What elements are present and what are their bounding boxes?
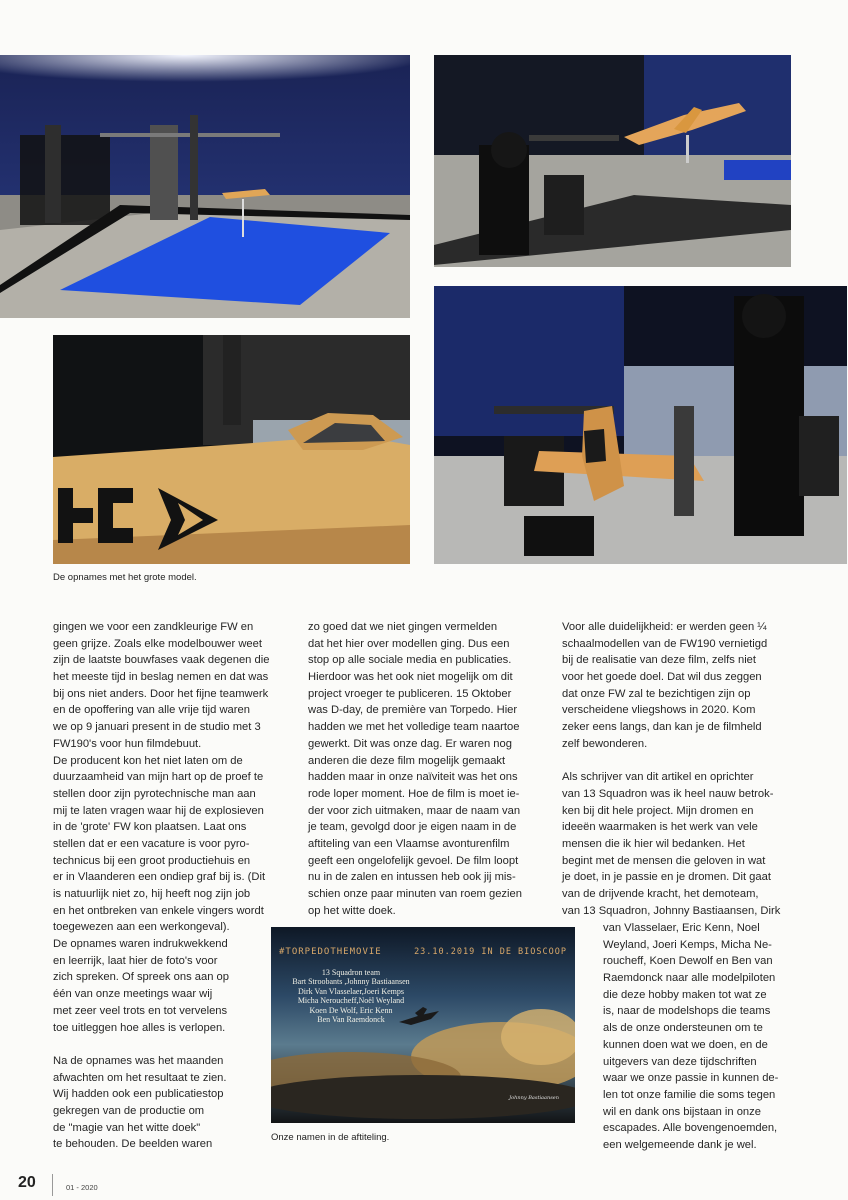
text-line: zijn de laatste bouwfases vaak degenen die <box>53 654 270 667</box>
text-line: De producent kon het niet laten om de <box>53 754 243 767</box>
text-line: gewerkt. Dit was onze dag. Er waren nog <box>308 737 512 750</box>
text-line: stellen door zijn pyrotechnische man aan <box>53 787 256 800</box>
text-line: op het witte doek. <box>308 904 396 917</box>
credit-line: Bart Stroobants ,Johnny Bastiaansen <box>292 977 410 987</box>
poster-release-date: 23.10.2019 IN DE BIOSCOOP <box>414 947 567 957</box>
text-line: kunnen doen wat we doen, en de <box>603 1038 768 1051</box>
text-line: is, naar de modelshops die teams <box>603 1005 771 1018</box>
text-line: toe uitleggen hoe alles is verlopen. <box>53 1021 226 1034</box>
article-column-3 <box>562 619 832 919</box>
poster-signature: Johnny Bastiaansen <box>509 1095 559 1101</box>
text-line: verscheidene vliegshows in 2020. Kom <box>562 704 756 717</box>
poster-credits <box>271 968 431 1024</box>
text-line: is natuurlijk niet zo, hij heeft nog zijn job <box>53 888 251 900</box>
article-column-3-continued <box>603 920 833 1154</box>
text-line: duurzaamheid van mijn hart op de proef te <box>53 771 264 784</box>
text-line: Als schrijver van dit artikel en oprichter <box>562 771 754 784</box>
photo-caption-bottom: Onze namen in de aftiteling. <box>271 1132 390 1143</box>
text-line: bij ons niet anders. Door het fijne teamwerk <box>53 687 269 700</box>
poster-hashtag: #TORPEDOTHEMOVIE <box>279 947 382 957</box>
text-line: hadden maar in onze naïviteit was het ons <box>308 771 518 784</box>
text-line: rode loper moment. Hoe de film is moet ie- <box>308 787 520 800</box>
text-line: die deze hobby maken tot wat ze <box>603 988 767 1001</box>
text-line: de "magie van het witte doek" <box>53 1121 201 1134</box>
text-line: je team, gevolgd door je eigen naam in de <box>308 821 517 834</box>
text-line: dat onze FW zal te bezichtigen zijn op <box>562 687 751 700</box>
studio-photo-wide <box>0 55 410 318</box>
text-line: stop op alle sociale media en publicaties. <box>308 654 512 667</box>
credit-line: Ben Van Raemdonck <box>317 1015 385 1025</box>
text-line: zeker eens langs, dan kan je de filmheld <box>562 721 762 734</box>
text-line: voor het goede doel. Dat wil dus zeggen <box>562 671 762 684</box>
text-line: Voor alle duidelijkheid: er werden geen ¼ <box>562 621 767 633</box>
text-line: geeft een ongelofelijk gevoel. De film loopt <box>308 854 519 867</box>
text-line: technicus bij een groot productiehuis en <box>53 854 251 867</box>
text-line: van 13 Squadron was ik heel nauw betrok- <box>562 787 774 800</box>
paragraph-gap <box>562 753 832 770</box>
text-line: toegewezen aan een werkongeval). <box>53 921 230 934</box>
text-line: wil en dank ons bijstaan in onze <box>603 1105 761 1118</box>
text-line: er in Vlaanderen een ondiep graf bij is. (Dit <box>53 871 266 884</box>
text-line: Wij hadden ook een publicatiestop <box>53 1088 224 1101</box>
credit-line: Dirk Van Vlasselaer,Joeri Kemps <box>297 986 405 996</box>
text-line: in de 'grote' FW kon plaatsen. Laat ons <box>53 821 247 834</box>
text-line: Hierdoor was het ook niet mogelijk om dit <box>308 671 513 684</box>
text-line: len tot onze familie die soms tegen <box>603 1088 776 1101</box>
text-line: begint met de mensen die geloven in wat <box>562 854 766 867</box>
text-line: en de opoffering van alle vrije tijd waren <box>53 704 250 717</box>
text-line: een welgemeende dank je wel. <box>603 1138 757 1151</box>
footer-divider <box>52 1174 53 1196</box>
fw190-closeup-photo <box>53 335 410 564</box>
text-line: was D-day, de première van Torpedo. Hier <box>308 704 518 717</box>
text-line: FW190's voor hun filmdebuut. <box>53 737 202 750</box>
text-line: schaalmodellen van de FW190 vernietigd <box>562 637 768 650</box>
text-line: uitgevers van deze tijdschriften <box>603 1055 757 1068</box>
page-number: 20 <box>18 1174 36 1191</box>
text-line: waar we onze passie in kunnen de- <box>603 1072 779 1085</box>
paragraph-gap <box>53 1036 283 1053</box>
text-line: nu in de zalen en intussen heb ook jij mis- <box>308 871 516 884</box>
article-column-1 <box>53 619 283 1153</box>
text-line: der voor zich uitmaken, maar de naam van <box>308 804 521 817</box>
text-line: aftiteling van een Vlaamse avonturenfilm <box>308 837 510 850</box>
text-line: en het ontbreken van enkele vingers wordt <box>53 904 264 917</box>
text-line: zelf bewonderen. <box>562 737 648 750</box>
text-line: het meeste tijd in beslag nemen en dat was <box>53 671 269 684</box>
text-line: roucheff, Koen Dewolf en Ben van <box>603 955 773 968</box>
issue-label: 01 - 2020 <box>66 1183 98 1192</box>
text-line: als de onze ondersteunen om te <box>603 1022 763 1035</box>
text-line: gingen we voor een zandkleurige FW en <box>53 621 254 633</box>
text-line: één van onze meetings waar wij <box>53 988 213 1001</box>
text-line: zich spreken. Of spreek ons aan op <box>53 971 229 984</box>
text-line: escapades. Alle bovengenoemden, <box>603 1122 778 1135</box>
text-line: schien onze paar minuten van roem gezien <box>308 888 522 900</box>
text-line: project vroeger te publiceren. 15 Oktober <box>308 687 512 700</box>
text-line: ideeën waarmaken is het werk van vele <box>562 821 758 834</box>
photo-caption-top: De opnames met het grote model. <box>53 572 197 583</box>
text-line: bij de realisatie van deze film, zelfs niet <box>562 654 757 667</box>
text-line: gekregen van de productie om <box>53 1104 205 1117</box>
credit-line: Micha Neroucheff,Noël Weyland <box>297 996 405 1006</box>
text-line: afwachten om het resultaat te zien. <box>53 1071 227 1084</box>
text-line: van 13 Squadron, Johnny Bastiaansen, Dirk <box>562 904 781 917</box>
text-line: Weyland, Joeri Kemps, Micha Ne- <box>603 938 772 951</box>
article-column-2 <box>308 619 548 919</box>
text-line: mij te laten vragen waar hij de explosieven <box>53 804 264 817</box>
text-line: stellen dat er een vacature is voor pyro- <box>53 837 250 850</box>
text-line: je doet, in je passie en je dromen. Dit gaat <box>562 871 771 884</box>
credit-line: Koen De Wolf, Eric Kenn <box>309 1005 393 1015</box>
text-line: mensen die ik hier wil bedanken. Het <box>562 837 745 850</box>
text-line: Raemdonck naar alle modelpiloten <box>603 972 776 985</box>
text-line: met zeer veel trots en tot vervelens <box>53 1004 228 1017</box>
text-line: ken bij dit hele project. Mijn dromen en <box>562 804 754 817</box>
text-line: van Vlasselaer, Eric Kenn, Noel <box>603 922 760 934</box>
studio-photo-model-rig <box>434 286 847 564</box>
text-line: De opnames waren indrukwekkend <box>53 938 228 951</box>
text-line: en leerrijk, laat hier de foto's voor <box>53 954 218 967</box>
text-line: van de drijvende kracht, het demoteam, <box>562 888 759 900</box>
film-credits-poster <box>271 927 575 1123</box>
text-line: hadden we met het volledige team naartoe <box>308 721 520 734</box>
text-line: te behouden. De beelden waren <box>53 1138 213 1151</box>
text-line: anderen die deze film mogelijk gemaakt <box>308 754 506 767</box>
text-line: Na de opnames was het maanden <box>53 1054 224 1067</box>
text-line: dat het hier over modellen ging. Dus een <box>308 637 510 650</box>
studio-photo-camera-rig <box>434 55 791 267</box>
text-line: zo goed dat we niet gingen vermelden <box>308 621 498 633</box>
credit-line: 13 Squadron team <box>321 968 381 977</box>
text-line: we op 9 januari present in de studio met 3 <box>53 721 261 734</box>
text-line: geen grijze. Zoals elke modelbouwer weet <box>53 637 262 650</box>
